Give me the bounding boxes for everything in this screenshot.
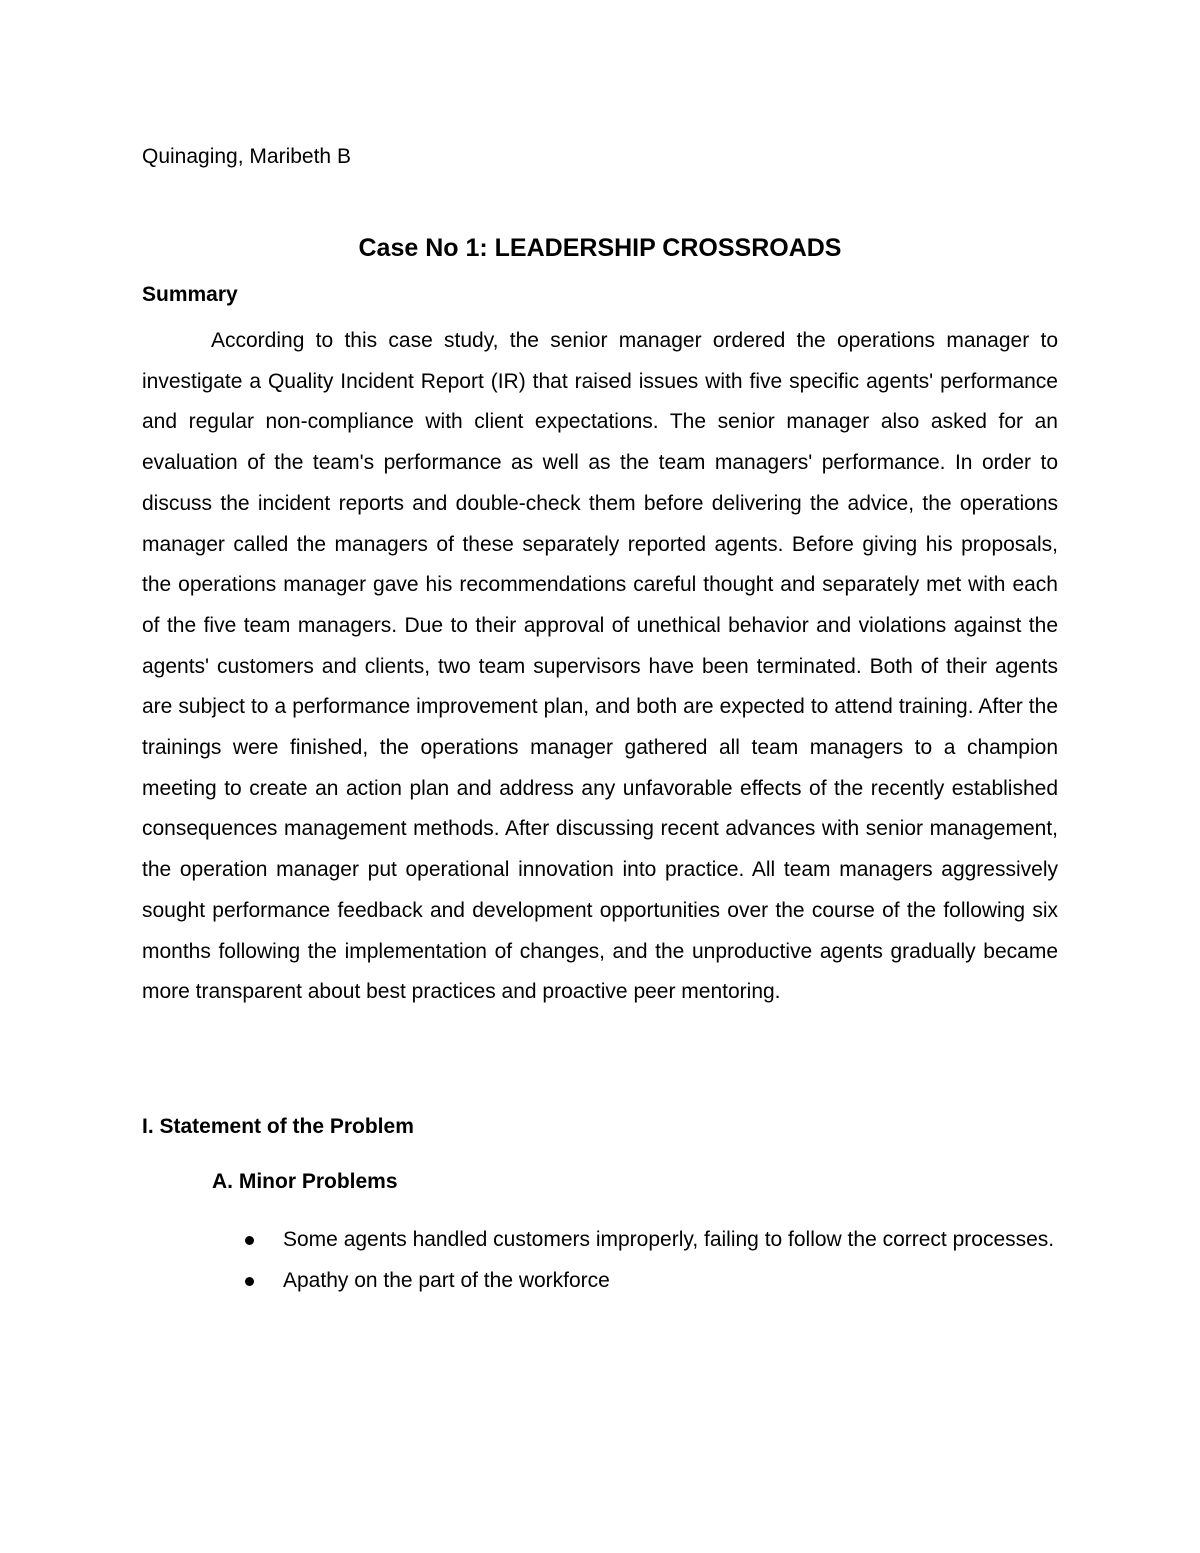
bullet-icon [245, 1277, 254, 1286]
bullet-icon [245, 1236, 254, 1245]
document-title: Case No 1: LEADERSHIP CROSSROADS [358, 234, 842, 262]
minor-problems-heading: A. Minor Problems [212, 1170, 398, 1193]
author-name: Quinaging, Maribeth B [142, 145, 351, 168]
minor-problems-list [142, 1220, 1058, 1301]
list-item [142, 1261, 1058, 1302]
summary-heading: Summary [142, 283, 238, 306]
problem-statement-heading: I. Statement of the Problem [142, 1115, 414, 1138]
list-item-text: Apathy on the part of the workforce [283, 1268, 610, 1292]
list-item [142, 1220, 1058, 1261]
summary-paragraph: According to this case study, the senior manager ordered the operations manager to investigate a Quality Incident Report (IR) that raised issues with five specific agents' performance and regular non-compliance with client expectations. The senior manager also asked for an evaluation of the team's performance as well as the team managers' performance. In order to discuss the incident reports and double-check them before delivering the advice, the operations manager called the managers of these separately reported agents. Before giving his proposals, the operations manager gave his recommendations careful thought and separately met with each of the five team managers. Due to their approval of unethical behavior and violations against the agents' customers and clients, two team supervisors have been terminated. Both of their agents are subject to a performance improvement plan, and both are expected to attend training. After the trainings were finished, the operations manager gathered all team managers to a champion meeting to create an action plan and address any unfavorable effects of the recently established consequences management methods. After discussing recent advances with senior management, the operation manager put operational innovation into practice. All team managers aggressively sought performance feedback and development opportunities over the course of the following six months following the implementation of changes, and the unproductive agents gradually became more transparent about best practices and proactive peer mentoring. [142, 329, 1058, 1004]
list-item-text: Some agents handled customers improperly, failing to follow the correct processes. [283, 1228, 1055, 1251]
